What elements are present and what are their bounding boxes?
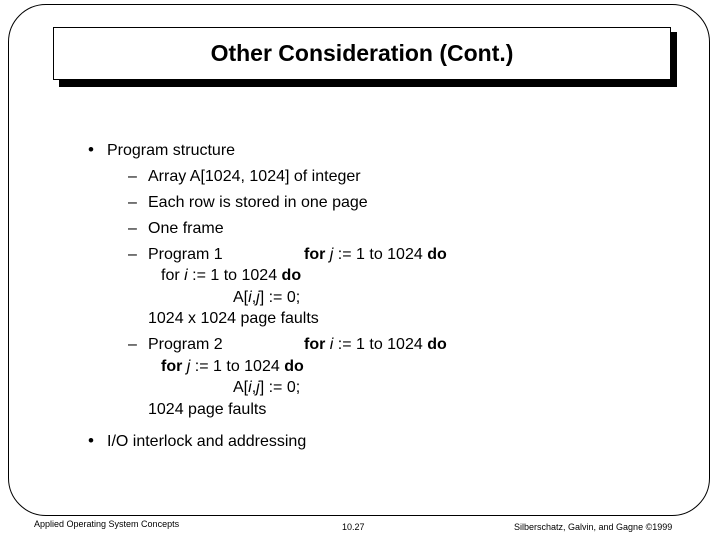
dash-marker: – [128, 336, 137, 353]
dash-marker: – [128, 168, 137, 185]
program1-outer-loop: for j := 1 to 1024 do [304, 246, 447, 263]
bullet-io-interlock: I/O interlock and addressing [107, 433, 307, 450]
dash-marker: – [128, 246, 137, 263]
bullet-program-structure: Program structure [107, 142, 236, 159]
dash-marker: – [128, 194, 137, 211]
sub-item-one-frame: One frame [148, 220, 224, 237]
program2-outer-loop: for i := 1 to 1024 do [304, 336, 447, 353]
program2-assignment: A[i,j] := 0; [233, 379, 301, 396]
program2-inner-loop: for j := 1 to 1024 do [161, 358, 304, 375]
program2-label: Program 2 [148, 336, 223, 353]
program1-label: Program 1 [148, 246, 223, 263]
sub-item-array: Array A[1024, 1024] of integer [148, 168, 361, 185]
slide-title: Other Consideration (Cont.) [210, 40, 514, 66]
footer-book-title: Applied Operating System Concepts [34, 519, 180, 529]
sub-item-row-page: Each row is stored in one page [148, 194, 368, 211]
bullet-dot: • [88, 140, 94, 159]
program1-inner-loop: for i := 1 to 1024 do [161, 267, 302, 284]
footer-page-number: 10.27 [342, 522, 365, 532]
program2-faults: 1024 page faults [148, 401, 267, 418]
program1-faults: 1024 x 1024 page faults [148, 310, 319, 327]
footer-authors: Silberschatz, Galvin, and Gagne ©1999 [514, 522, 673, 532]
bullet-dot: • [88, 431, 94, 450]
dash-marker: – [128, 220, 137, 237]
program1-assignment: A[i,j] := 0; [233, 289, 301, 306]
title-box [53, 27, 671, 80]
